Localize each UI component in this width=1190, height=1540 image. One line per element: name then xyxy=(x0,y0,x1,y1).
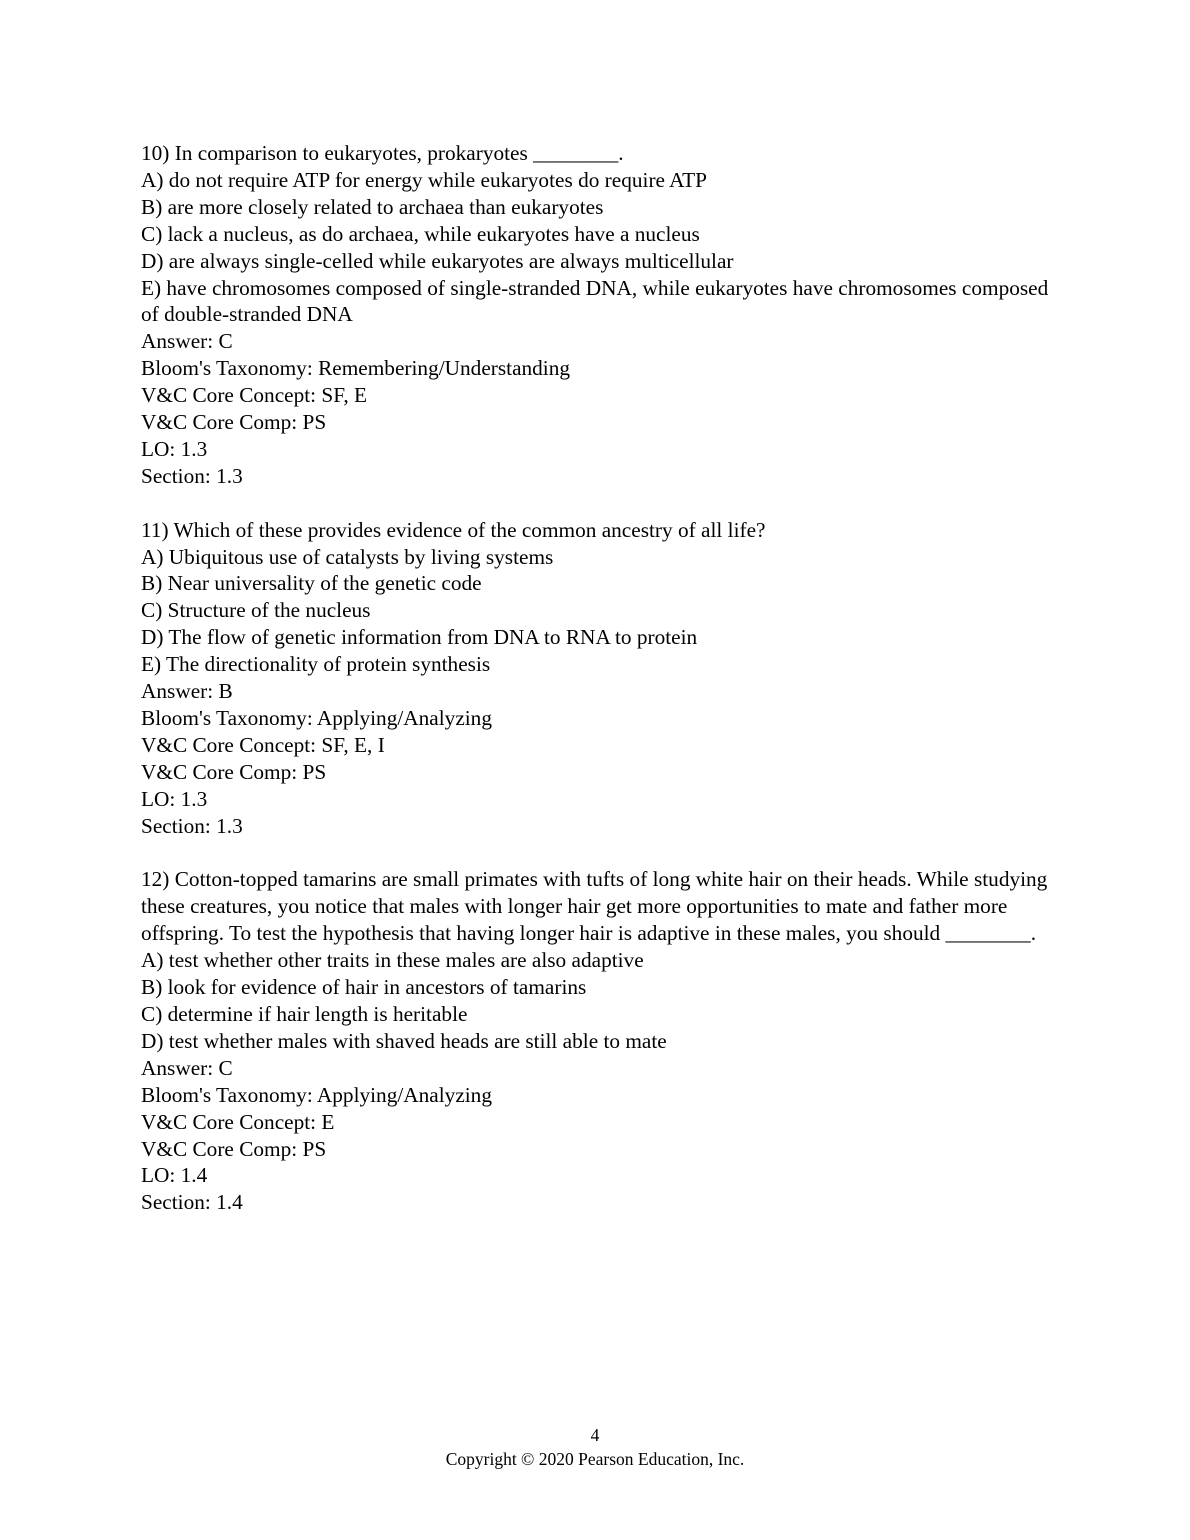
core-concept: V&C Core Concept: SF, E, I xyxy=(141,732,385,757)
answer: Answer: C xyxy=(141,329,233,354)
answer: Answer: C xyxy=(141,1055,233,1080)
core-concept: V&C Core Concept: E xyxy=(141,1109,335,1134)
question-stem: 12) Cotton-topped tamarins are small primates with tufts of long white hair on their heads. While studying these creatures, you notice that males with longer hair get more opportunities to mate and father more offspring. To test the hypothesis that having longer hair is adaptive in these males, you should ________. xyxy=(141,867,1048,946)
section: Section: 1.3 xyxy=(141,463,243,488)
answer: Answer: B xyxy=(141,679,233,704)
question-list xyxy=(141,140,1061,1243)
option-d: D) The flow of genetic information from DNA to RNA to protein xyxy=(141,625,698,650)
option-a: A) do not require ATP for energy while eukaryotes do require ATP xyxy=(141,167,708,192)
question-11 xyxy=(141,517,1061,840)
option-c: C) determine if hair length is heritable xyxy=(141,1001,468,1026)
question-10 xyxy=(141,140,1061,490)
section: Section: 1.4 xyxy=(141,1190,243,1215)
core-comp: V&C Core Comp: PS xyxy=(141,410,327,435)
option-a: A) test whether other traits in these males are also adaptive xyxy=(141,948,644,973)
question-12 xyxy=(141,866,1061,1216)
option-b: B) are more closely related to archaea than eukaryotes xyxy=(141,194,604,219)
option-e: E) have chromosomes composed of single-stranded DNA, while eukaryotes have chromosomes composed of double-stranded DNA xyxy=(141,275,1049,327)
option-d: D) test whether males with shaved heads are still able to mate xyxy=(141,1028,667,1053)
option-e: E) The directionality of protein synthesis xyxy=(141,652,491,677)
blooms-taxonomy: Bloom's Taxonomy: Applying/Analyzing xyxy=(141,1082,492,1107)
blooms-taxonomy: Bloom's Taxonomy: Applying/Analyzing xyxy=(141,706,492,731)
option-b: B) look for evidence of hair in ancestors of tamarins xyxy=(141,975,587,1000)
learning-objective: LO: 1.3 xyxy=(141,786,208,811)
section: Section: 1.3 xyxy=(141,813,243,838)
option-c: C) lack a nucleus, as do archaea, while eukaryotes have a nucleus xyxy=(141,221,700,246)
copyright-notice: Copyright © 2020 Pearson Education, Inc. xyxy=(445,1449,745,1469)
blooms-taxonomy: Bloom's Taxonomy: Remembering/Understanding xyxy=(141,356,571,381)
question-stem: 10) In comparison to eukaryotes, prokaryotes ________. xyxy=(141,141,624,165)
option-a: A) Ubiquitous use of catalysts by living systems xyxy=(141,544,554,569)
core-concept: V&C Core Concept: SF, E xyxy=(141,383,368,408)
page-number: 4 xyxy=(590,1425,600,1445)
learning-objective: LO: 1.4 xyxy=(141,1163,208,1188)
learning-objective: LO: 1.3 xyxy=(141,436,208,461)
option-c: C) Structure of the nucleus xyxy=(141,598,371,623)
core-comp: V&C Core Comp: PS xyxy=(141,759,327,784)
option-b: B) Near universality of the genetic code xyxy=(141,571,482,596)
core-comp: V&C Core Comp: PS xyxy=(141,1136,327,1161)
question-stem: 11) Which of these provides evidence of the common ancestry of all life? xyxy=(141,517,766,542)
option-d: D) are always single-celled while eukaryotes are always multicellular xyxy=(141,248,734,273)
